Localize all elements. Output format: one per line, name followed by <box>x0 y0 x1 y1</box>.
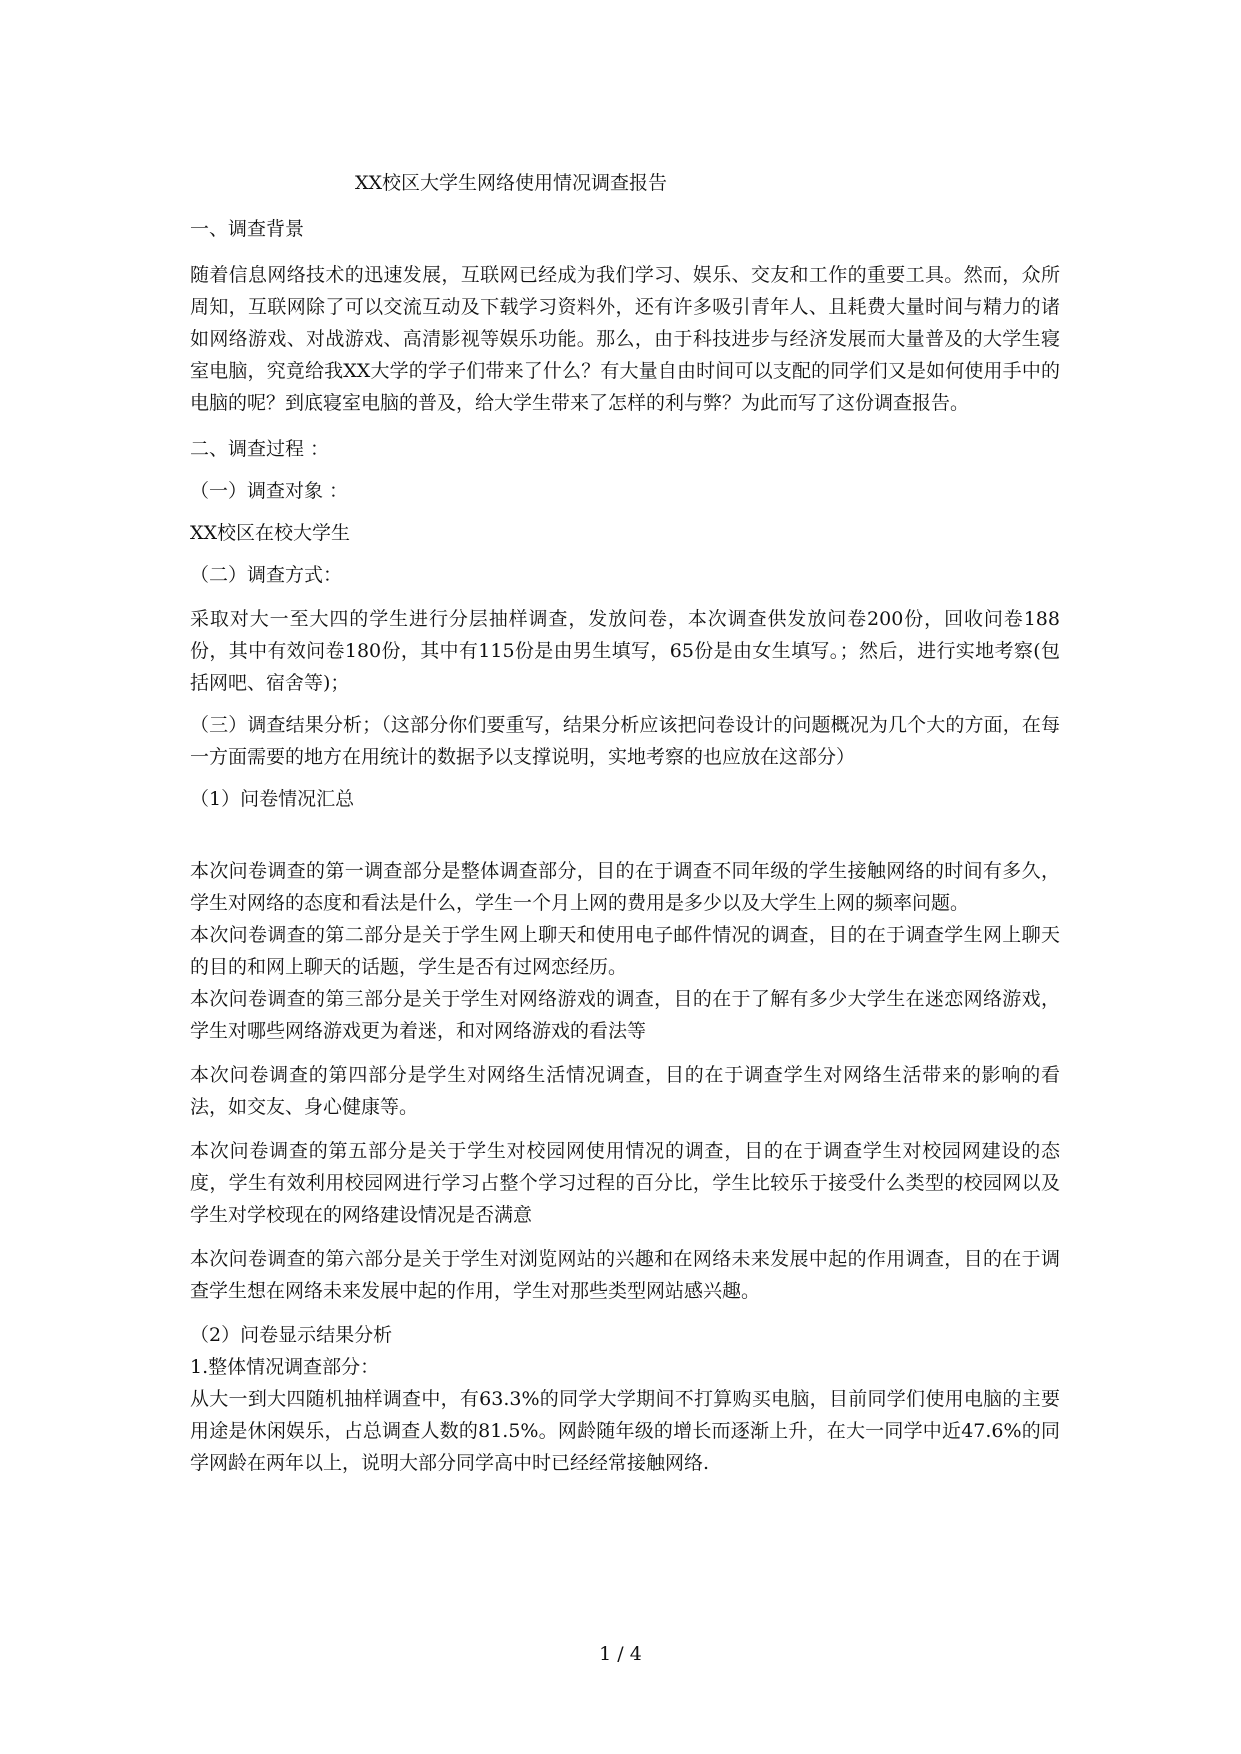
subheading-result-analysis: （三）调查结果分析；（这部分你们要重写，结果分析应该把问卷设计的问题概况为几个大的方面，在每一方面需要的地方在用统计的数据予以支撑说明，实地考察的也应放在这部分） <box>190 714 1060 768</box>
document-body <box>190 213 1060 1479</box>
paragraph-background: 随着信息网络技术的迅速发展，互联网已经成为我们学习、娱乐、交友和工作的重要工具。然而，众所周知，互联网除了可以交流互动及下载学习资料外，还有许多吸引青年人、且耗费大量时间与精力的诸如网络游戏、对战游戏、高清影视等娱乐功能。那么，由于科技进步与经济发展而大量普及的大学生寝室电脑，究竟给我XX大学的学子们带来了什么？有大量自由时间可以支配的同学们又是如何使用手中的电脑的呢？到底寝室电脑的普及，给大学生带来了怎样的利与弊？为此而写了这份调查报告。 <box>190 264 1060 414</box>
paragraph-part-one: 本次问卷调查的第一调查部分是整体调查部分，目的在于调查不同年级的学生接触网络的时间有多久，学生对网络的态度和看法是什么，学生一个月上网的费用是多少以及大学生上网的频率问题。 <box>190 860 1060 914</box>
paragraph-survey-method: 采取对大一至大四的学生进行分层抽样调查，发放问卷，本次调查供发放问卷200份，回收问卷188份，其中有效问卷180份，其中有115份是由男生填写，65份是由女生填写。；然后，进行实地考察(包括网吧、宿舍等)； <box>190 608 1060 694</box>
page-number: 1 / 4 <box>599 1643 642 1665</box>
subheading-survey-method: （二）调查方式： <box>190 564 343 586</box>
paragraph-part-three: 本次问卷调查的第三部分是关于学生对网络游戏的调查，目的在于了解有多少大学生在迷恋网络游戏，学生对哪些网络游戏更为着迷，和对网络游戏的看法等 <box>190 988 1060 1042</box>
paragraph-overall: 从大一到大四随机抽样调查中，有63.3%的同学大学期间不打算购买电脑，目前同学们使用电脑的主要用途是休闲娱乐，占总调查人数的81.5%。网龄随年级的增长而逐渐上升，在大一同学中近47.6%的同学网龄在两年以上，说明大部分同学高中时已经经常接触网络. <box>190 1388 1060 1474</box>
paragraph-part-five: 本次问卷调查的第五部分是关于学生对校园网使用情况的调查，目的在于调查学生对校园网建设的态度，学生有效利用校园网进行学习占整个学习过程的百分比，学生比较乐于接受什么类型的校园网以及学生对学校现在的网络建设情况是否满意 <box>190 1140 1060 1226</box>
paragraph-survey-subjects: XX校区在校大学生 <box>190 522 351 544</box>
section-heading-process: 二、调查过程 ： <box>190 438 330 460</box>
paragraph-part-six: 本次问卷调查的第六部分是关于学生对浏览网站的兴趣和在网络未来发展中起的作用调查，目的在于调查学生想在网络未来发展中起的作用，学生对那些类型网站感兴趣。 <box>190 1248 1060 1302</box>
paragraph-part-two: 本次问卷调查的第二部分是关于学生网上聊天和使用电子邮件情况的调查，目的在于调查学生网上聊天的目的和网上聊天的话题，学生是否有过网恋经历。 <box>190 924 1060 978</box>
document-title: XX校区大学生网络使用情况调查报告 <box>355 172 668 194</box>
paragraph-part-four: 本次问卷调查的第四部分是学生对网络生活情况调查，目的在于调查学生对网络生活带来的影响的看法，如交友、身心健康等。 <box>190 1064 1060 1118</box>
subheading-overall: 1.整体情况调查部分： <box>190 1356 380 1378</box>
subheading-survey-subjects: （一）调查对象 ： <box>190 480 349 502</box>
section-heading-results: （2）问卷显示结果分析 <box>190 1324 393 1346</box>
section-heading-summary: （1）问卷情况汇总 <box>190 788 355 810</box>
section-heading-background: 一、调查背景 <box>190 218 305 240</box>
